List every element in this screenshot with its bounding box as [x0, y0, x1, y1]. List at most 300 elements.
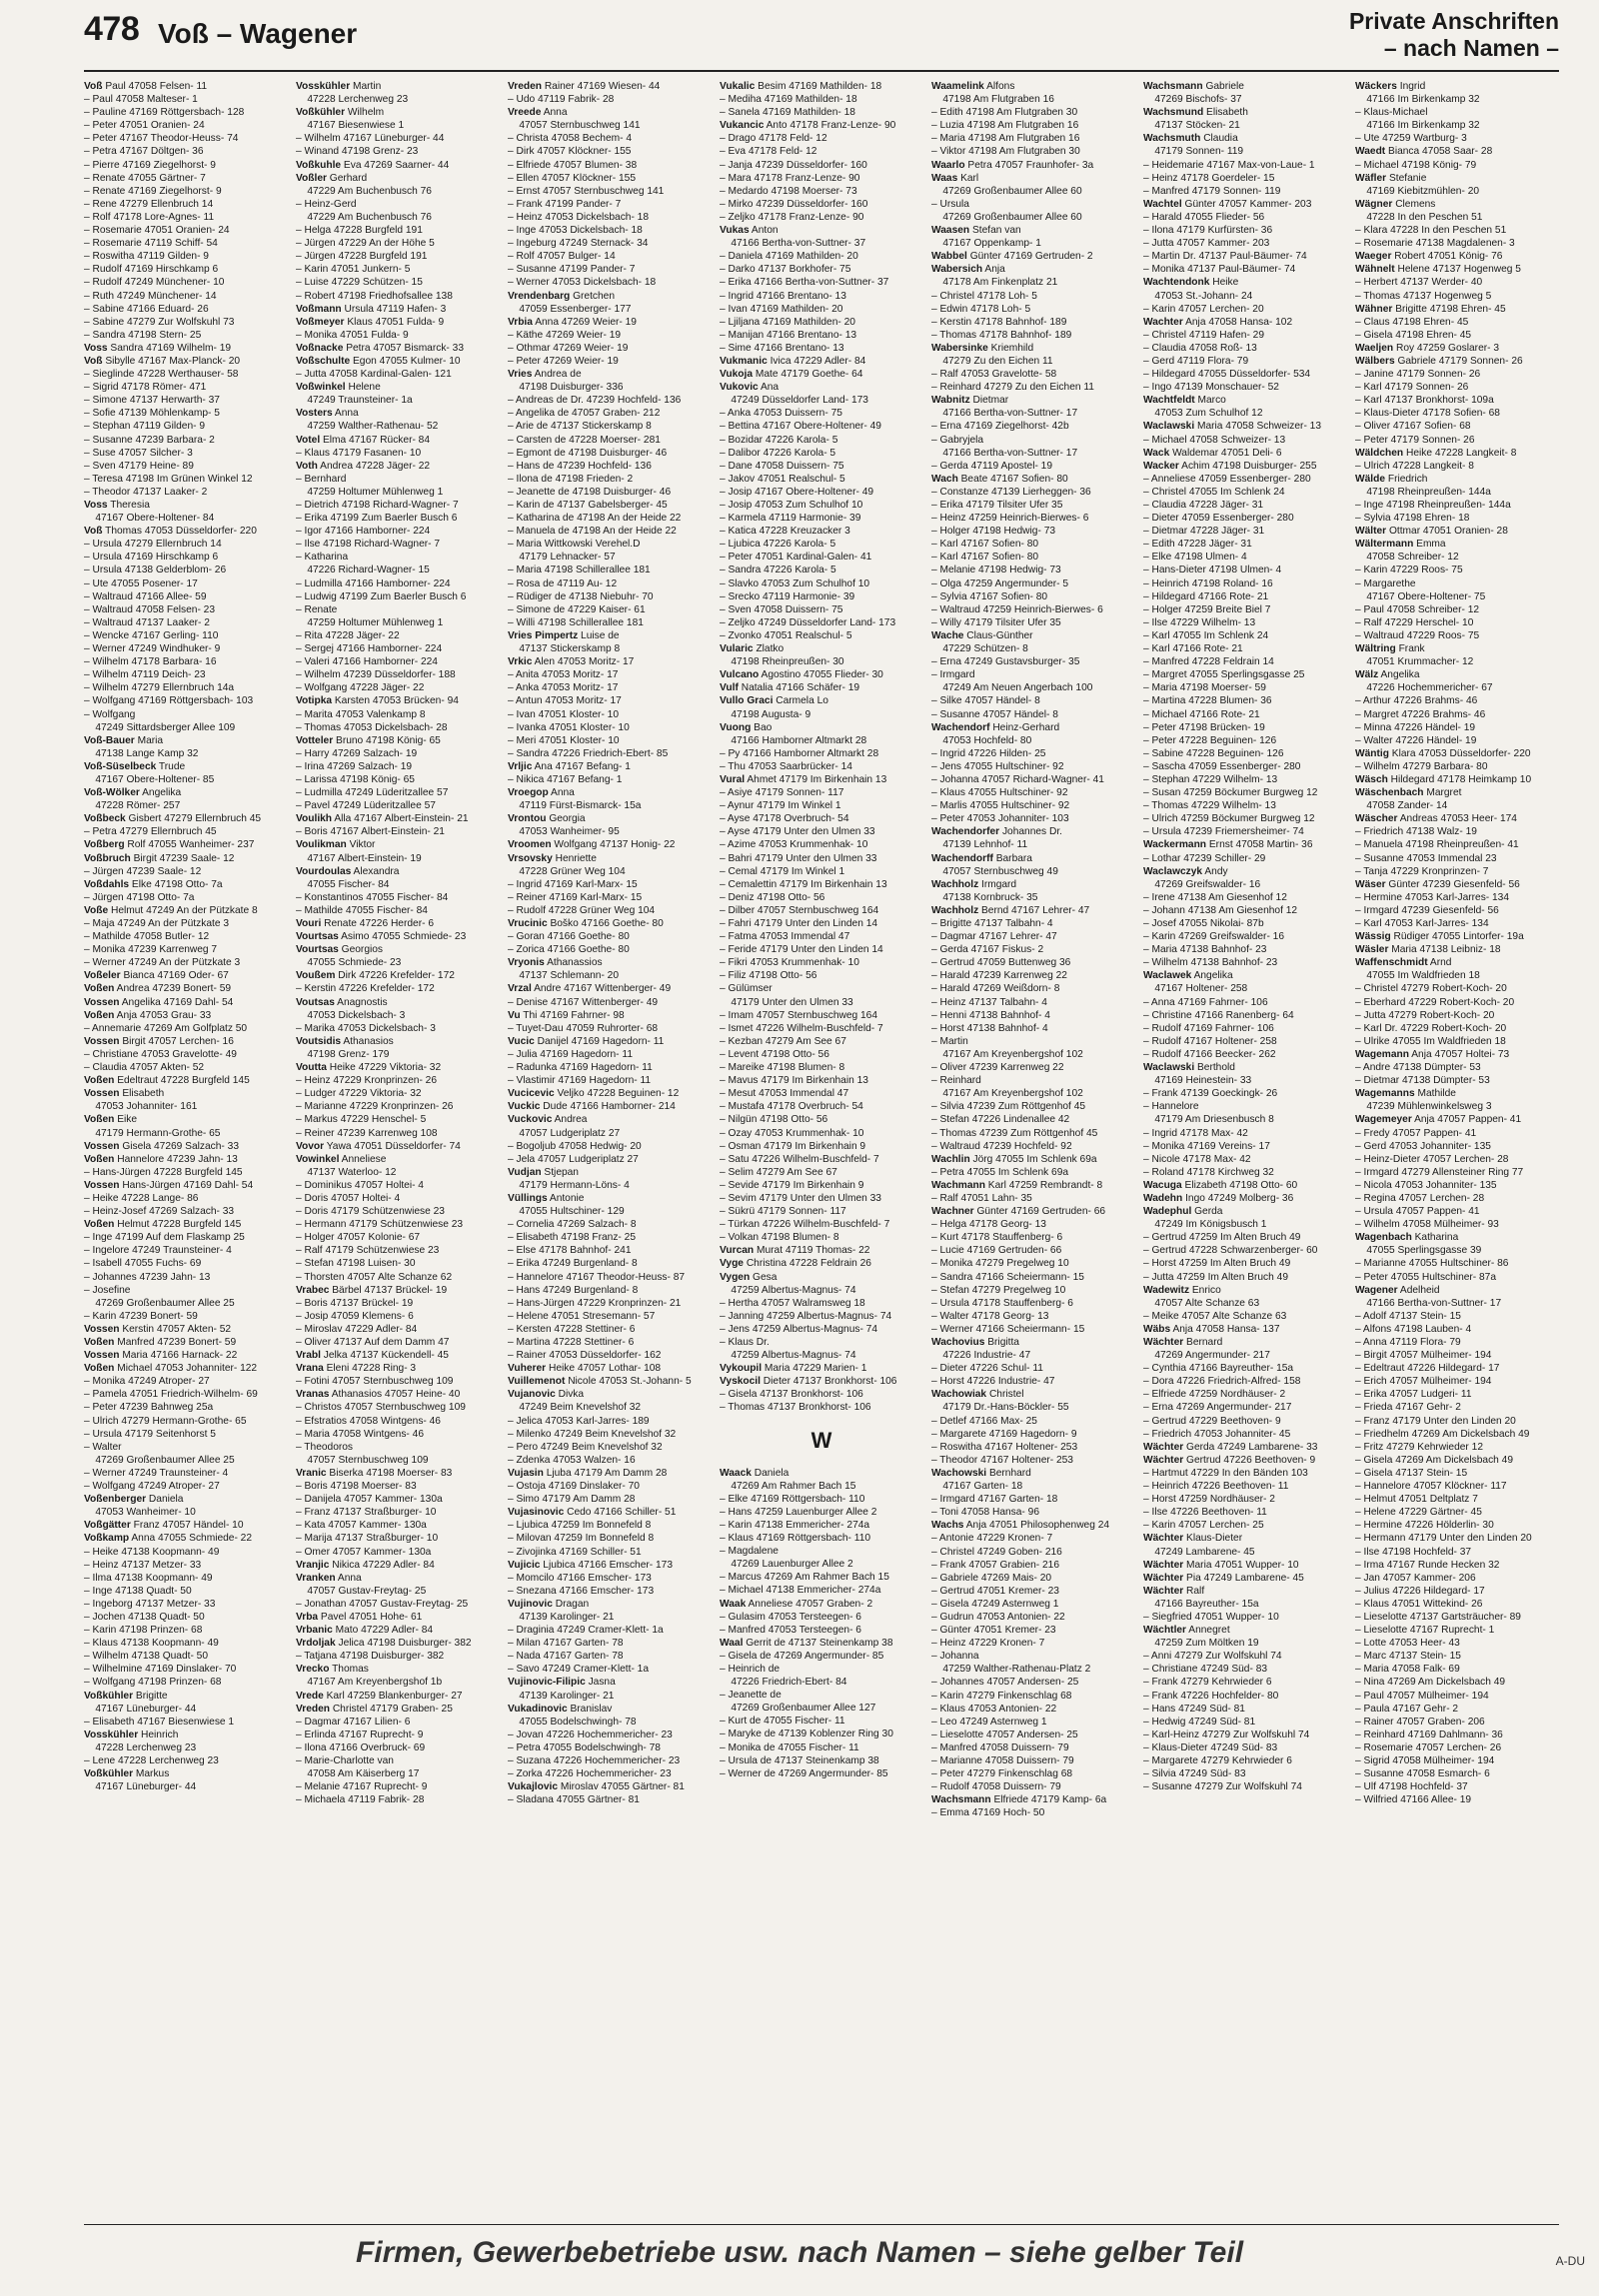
entry-details: – Satu 47226 Wilhelm-Buschfeld- 7 — [720, 1153, 879, 1165]
entry-details: Enrico — [1189, 1284, 1221, 1296]
entry-surname: Waack — [720, 1467, 752, 1479]
entry-details: – Wilhelm 47279 Barbara- 80 — [1355, 760, 1488, 772]
entry-details: – Claus 47198 Ehren- 45 — [1355, 316, 1469, 328]
directory-entry — [931, 460, 1135, 473]
entry-surname: Vrede — [296, 1690, 324, 1702]
entry-details: – Larissa 47198 König- 65 — [296, 773, 415, 785]
entry-details: – Sergej 47166 Hamborner- 224 — [296, 643, 443, 655]
entry-surname: Voßmeyer — [296, 316, 345, 328]
entry-details: 47138 Lange Kamp 32 — [84, 747, 199, 759]
entry-details: Maria — [134, 734, 164, 746]
entry-details: – Wilhelm 47058 Mülheimer- 93 — [1355, 1219, 1499, 1231]
directory-entry — [84, 499, 288, 512]
directory-entry — [1143, 1703, 1347, 1716]
entry-surname: Vossen — [84, 1035, 120, 1047]
entry-surname: Vucic — [508, 1035, 535, 1047]
directory-entry — [1143, 1493, 1347, 1506]
entry-details: – Reinhard — [931, 1075, 981, 1087]
directory-entry — [1143, 420, 1347, 433]
directory-entry — [84, 1009, 288, 1022]
directory-entry — [508, 1192, 712, 1205]
directory-entry — [508, 943, 712, 956]
entry-surname: Vossen — [84, 1350, 120, 1362]
entry-details: – Andreas de Dr. 47239 Hochfeld- 136 — [508, 395, 682, 407]
directory-entry — [720, 263, 923, 276]
entry-details: Pavel 47051 Hohe- 61 — [318, 1611, 423, 1623]
directory-entry — [931, 1113, 1135, 1126]
entry-surname: Voß-Bauer — [84, 734, 135, 746]
entry-surname: Vularic — [720, 643, 754, 655]
directory-entry — [508, 1375, 712, 1388]
directory-entry — [1143, 642, 1347, 655]
directory-entry — [931, 1454, 1135, 1467]
entry-details: – Hildegard 47055 Düsseldorfer- 534 — [1143, 369, 1311, 381]
entry-surname: Vourdoulas — [296, 865, 352, 877]
directory-entry — [508, 1113, 712, 1126]
entry-details: – Leo 47249 Asternweg 1 — [931, 1716, 1047, 1727]
directory-entry — [931, 865, 1135, 878]
directory-entry — [1143, 1741, 1347, 1754]
directory-entry — [296, 159, 500, 172]
directory-entry — [1355, 1716, 1559, 1728]
directory-entry — [508, 694, 712, 707]
entry-details: – Marita 47053 Valenkamp 8 — [296, 708, 426, 720]
entry-details: – Peter 47269 Weier- 19 — [508, 355, 619, 367]
directory-entry — [508, 434, 712, 447]
directory-entry — [1355, 1546, 1559, 1559]
directory-entry — [508, 603, 712, 616]
directory-entry — [1355, 1140, 1559, 1153]
entry-details: – Ostoja 47169 Dinslaker- 70 — [508, 1481, 640, 1493]
directory-entry — [84, 681, 288, 694]
directory-entry — [84, 1388, 288, 1401]
directory-entry — [1143, 590, 1347, 603]
directory-entry — [508, 368, 712, 381]
entry-details: 47259 Zum Möltken 19 — [1143, 1638, 1259, 1650]
entry-details: – Frank 47279 Kehrwieder 6 — [1143, 1677, 1272, 1689]
entry-details: – Angelika de 47057 Graben- 212 — [508, 408, 661, 420]
directory-entry — [720, 1741, 923, 1754]
entry-details: 47138 Kornbruck- 35 — [931, 891, 1038, 903]
directory-entry — [296, 590, 500, 603]
entry-details: Karl 47259 Rembrandt- 8 — [984, 1179, 1103, 1191]
entry-details: – Magdalene — [720, 1546, 779, 1558]
directory-entry — [931, 1362, 1135, 1375]
entry-details: Anna — [548, 787, 575, 799]
entry-details: 47053 Johanniter- 161 — [84, 1101, 198, 1113]
entry-details: – Klaus 47055 Hultschiner- 92 — [931, 787, 1068, 799]
entry-details: Zlatko — [753, 643, 785, 655]
entry-details: – Pavel 47249 Lüderitzallee 57 — [296, 800, 436, 812]
directory-entry — [931, 1087, 1135, 1100]
entry-details: 47269 Großenbaumer Allee 25 — [84, 1454, 235, 1466]
entry-details: Trude — [156, 760, 186, 772]
directory-entry — [1143, 930, 1347, 943]
entry-details: – Josef 47055 Nikolai- 87b — [1143, 918, 1264, 929]
entry-surname: Vryonis — [508, 957, 545, 969]
directory-entry — [1355, 460, 1559, 473]
entry-details: 47249 Am Neuen Angerbach 100 — [931, 682, 1093, 694]
entry-surname: Wadewitz — [1143, 1284, 1190, 1296]
directory-entry — [931, 1297, 1135, 1310]
entry-details: Anneliese — [339, 1153, 387, 1165]
entry-details: Wolfgang 47137 Honig- 22 — [551, 839, 676, 851]
directory-entry — [296, 119, 500, 132]
entry-surname: Vranas — [296, 1389, 330, 1401]
section-title-line-2: – nach Namen – — [1383, 35, 1559, 61]
directory-entry — [720, 1401, 923, 1414]
directory-entry — [296, 1401, 500, 1414]
entry-details: – Wolfgang — [84, 708, 136, 720]
directory-entry — [84, 512, 288, 525]
entry-details: – Christos 47057 Sternbuschweg 109 — [296, 1402, 466, 1414]
entry-details: – Andre 47138 Dümpter- 53 — [1355, 1062, 1481, 1074]
entry-details: Anna 47055 Schmiede- 22 — [129, 1533, 253, 1545]
directory-entry — [720, 420, 923, 433]
directory-entry — [1355, 1728, 1559, 1741]
entry-details: – Karl Dr. 47229 Robert-Koch- 20 — [1355, 1022, 1507, 1034]
entry-details: 47228 In den Peschen 51 — [1355, 211, 1483, 223]
entry-surname: Voßenberger — [84, 1494, 147, 1506]
directory-entry — [508, 773, 712, 786]
directory-entry — [720, 237, 923, 250]
directory-entry — [931, 799, 1135, 812]
entry-details: – Ulrich 47259 Böckumer Burgweg 12 — [1143, 813, 1315, 825]
directory-entry — [1143, 1428, 1347, 1441]
entry-surname: Wäsch — [1355, 773, 1388, 785]
entry-details: – Josip 47053 Zum Schulhof 10 — [720, 500, 863, 511]
directory-entry — [720, 93, 923, 106]
directory-entry — [720, 1362, 923, 1375]
entry-details: – Eberhard 47229 Robert-Koch- 20 — [1355, 996, 1515, 1008]
directory-entry — [84, 1205, 288, 1218]
directory-entry — [931, 1310, 1135, 1323]
entry-details: – Asiye 47179 Sonnen- 117 — [720, 787, 844, 799]
directory-entry — [1355, 1323, 1559, 1336]
directory-entry — [296, 407, 500, 420]
entry-surname: Vrabec — [296, 1284, 330, 1296]
entry-details: – Ingrid 47178 Max- 42 — [1143, 1127, 1248, 1139]
entry-details: – Josip 47059 Klemens- 6 — [296, 1310, 414, 1322]
directory-entry — [508, 1598, 712, 1611]
directory-entry — [84, 1297, 288, 1310]
directory-entry — [1355, 211, 1559, 224]
entry-details: – Regina 47057 Lerchen- 28 — [1355, 1192, 1485, 1204]
directory-entry — [1355, 760, 1559, 773]
directory-entry — [1355, 1559, 1559, 1572]
entry-surname: Voßen — [84, 1219, 115, 1231]
directory-entry — [508, 982, 712, 995]
entry-details: – Miroslav 47229 Adler- 84 — [296, 1323, 418, 1335]
entry-details: 47198 Rheinpreußen- 30 — [720, 656, 844, 668]
entry-details: – Ursula 47179 Seitenhorst 5 — [84, 1428, 216, 1440]
entry-surname: Vreden — [508, 81, 542, 92]
directory-entry — [720, 119, 923, 132]
directory-entry — [931, 721, 1135, 734]
entry-details: – Cynthia 47166 Bayreuther- 15a — [1143, 1363, 1294, 1375]
directory-entry — [84, 1585, 288, 1598]
directory-entry — [84, 329, 288, 342]
entry-details: – Werner 47249 Traunsteiner- 4 — [84, 1467, 229, 1479]
entry-details: Rainer 47169 Wiesen- 44 — [541, 81, 661, 92]
directory-entry — [1143, 878, 1347, 891]
entry-details: Andrea — [552, 1114, 588, 1126]
directory-entry — [931, 1061, 1135, 1074]
entry-details: – Robert 47198 Friedhofsallee 138 — [296, 290, 453, 302]
directory-entry — [508, 1441, 712, 1454]
directory-entry — [508, 655, 712, 668]
entry-surname: Voutsidis — [296, 1035, 342, 1047]
entry-details: Luise de — [578, 629, 620, 641]
directory-entry — [1355, 1087, 1559, 1100]
entry-surname: Vrdoljak — [296, 1638, 336, 1650]
entry-details: – Erna 47269 Angermunder- 217 — [1143, 1402, 1292, 1414]
entry-details: Maria 47138 Leibniz- 18 — [1388, 944, 1501, 956]
entry-details: – Holger 47198 Hedwig- 73 — [931, 526, 1056, 538]
entry-details: Bernhard — [986, 1467, 1031, 1479]
entry-details: 47053 Dickelsbach- 3 — [296, 1009, 406, 1021]
directory-entry — [1355, 904, 1559, 917]
directory-entry — [84, 1192, 288, 1205]
directory-entry — [84, 1441, 288, 1454]
directory-entry — [84, 1637, 288, 1650]
directory-entry — [508, 211, 712, 224]
entry-details: Athanasios — [341, 1035, 394, 1047]
directory-entry — [508, 1336, 712, 1349]
entry-details: – Hannelore 47057 Klöckner- 117 — [1355, 1481, 1507, 1493]
directory-entry — [931, 1349, 1135, 1362]
entry-surname: Wabersinke — [931, 342, 988, 354]
directory-entry — [931, 1035, 1135, 1048]
directory-entry — [1143, 1454, 1347, 1467]
entry-surname: Vrljic — [508, 760, 533, 772]
directory-entry — [1143, 1375, 1347, 1388]
directory-entry — [508, 342, 712, 355]
entry-details: – Melanie 47167 Ruprecht- 9 — [296, 1781, 428, 1793]
directory-entry — [296, 80, 500, 93]
entry-details: – Azime 47053 Krummenhak- 10 — [720, 839, 868, 851]
directory-entry — [296, 708, 500, 721]
entry-details: Antonie — [547, 1192, 585, 1204]
entry-surname: Voßbeck — [84, 813, 126, 825]
directory-entry — [1355, 1218, 1559, 1231]
entry-surname: Waarlo — [931, 159, 965, 171]
directory-entry — [720, 1336, 923, 1349]
entry-details: – Bernhard — [296, 473, 347, 485]
directory-entry — [1143, 276, 1347, 289]
entry-details: Jasna — [585, 1677, 616, 1689]
directory-entry — [1143, 329, 1347, 342]
entry-surname: Wachovius — [931, 1337, 985, 1348]
entry-details: Helene 47137 Hogenweg 5 — [1394, 264, 1521, 276]
entry-surname: Waedt — [1355, 146, 1386, 158]
directory-entry — [1355, 1009, 1559, 1022]
entry-details: Georgia — [546, 813, 586, 825]
directory-entry — [508, 473, 712, 486]
entry-details: – Boris 47167 Albert-Einstein- 21 — [296, 826, 445, 838]
entry-details: – Py 47166 Hamborner Altmarkt 28 — [720, 747, 879, 759]
entry-details: Hildegard 47178 Heimkamp 10 — [1387, 773, 1532, 785]
directory-entry — [508, 1127, 712, 1140]
directory-entry — [84, 132, 288, 145]
directory-entry — [1143, 1572, 1347, 1585]
directory-entry — [1355, 655, 1559, 668]
entry-details: – Heike 47138 Koopmann- 49 — [84, 1546, 220, 1558]
entry-details: – Dora 47226 Friedrich-Alfred- 158 — [1143, 1376, 1301, 1388]
entry-details: – Monika 47249 Atroper- 27 — [84, 1376, 210, 1388]
directory-entry — [931, 1703, 1135, 1716]
entry-details: – Wolfgang 47198 Prinzen- 68 — [84, 1677, 222, 1689]
directory-entry — [296, 1793, 500, 1806]
directory-column — [508, 80, 712, 2223]
entry-surname: Wachlin — [931, 1153, 970, 1165]
entry-details: Klaus 47051 Fulda- 9 — [344, 316, 445, 328]
entry-details: 47166 Im Birkenkamp 32 — [1355, 94, 1480, 106]
directory-entry — [508, 1532, 712, 1545]
entry-details: Klaus-Dieter — [1183, 1533, 1243, 1545]
entry-details: – Denise 47167 Wittenberger- 49 — [508, 996, 659, 1008]
entry-details: – Fikri 47053 Krummenhak- 10 — [720, 957, 859, 969]
entry-surname: Wacker — [1143, 460, 1179, 472]
directory-entry — [1143, 616, 1347, 629]
directory-entry — [1355, 747, 1559, 760]
directory-entry — [720, 473, 923, 486]
entry-details: – Kurt 47178 Stauffenberg- 6 — [931, 1232, 1063, 1244]
entry-details: Paul 47058 Felsen- 11 — [102, 81, 208, 92]
entry-details: – Paul 47057 Mülheimer- 194 — [1355, 1690, 1489, 1702]
directory-entry — [931, 564, 1135, 576]
entry-details: – Stefan 47226 Lindenallee 42 — [931, 1114, 1070, 1126]
directory-entry — [84, 1113, 288, 1126]
directory-entry — [296, 1506, 500, 1519]
entry-details: – Meike 47057 Alte Schanze 63 — [1143, 1310, 1287, 1322]
entry-details: Gisela 47269 Salzach- 33 — [119, 1140, 239, 1152]
entry-details: – Claudia 47058 Roß- 13 — [1143, 342, 1257, 354]
entry-surname: Voss — [84, 500, 108, 511]
directory-entry — [508, 329, 712, 342]
directory-entry — [931, 655, 1135, 668]
directory-entry — [720, 145, 923, 158]
entry-surname: Vossen — [84, 1323, 120, 1335]
entry-details: Hannelore 47239 Jahn- 13 — [114, 1153, 238, 1165]
directory-entry — [720, 499, 923, 512]
entry-details: 47057 Sternbuschweg 141 — [508, 120, 641, 132]
directory-entry — [296, 1676, 500, 1689]
directory-entry — [508, 904, 712, 917]
entry-details: – Irmgard 47239 Giesenfeld- 56 — [1355, 904, 1499, 916]
directory-entry — [508, 316, 712, 329]
entry-details: – Erika 47199 Zum Baerler Busch 6 — [296, 513, 458, 525]
entry-surname: Vrendenbarg — [508, 290, 571, 302]
entry-details: 47226 Richard-Wagner- 15 — [296, 565, 430, 576]
entry-details: – Sven 47179 Heine- 89 — [84, 460, 194, 472]
entry-surname: Vuckovic — [508, 1114, 553, 1126]
directory-entry — [296, 1113, 500, 1126]
entry-details: 47051 Krummacher- 12 — [1355, 656, 1474, 668]
directory-entry — [1143, 512, 1347, 525]
directory-entry — [720, 486, 923, 499]
directory-entry — [1355, 629, 1559, 642]
entry-details: – Hans-Jürgen 47228 Burgfeld 145 — [84, 1166, 243, 1178]
directory-entry — [296, 276, 500, 289]
entry-details: – Jens 47055 Hultschiner- 92 — [931, 760, 1064, 772]
directory-entry — [1143, 250, 1347, 263]
directory-entry — [508, 1650, 712, 1663]
directory-entry — [931, 956, 1135, 969]
entry-surname: Wäsler — [1355, 944, 1389, 956]
entry-details: – Carsten de 47228 Moerser- 281 — [508, 434, 661, 446]
entry-surname: Wächter — [1143, 1533, 1184, 1545]
entry-details: – Johannes 47057 Andersen- 25 — [931, 1677, 1079, 1689]
entry-details: – Rudolf 47058 Duissern- 79 — [931, 1781, 1061, 1793]
entry-details: – Petra 47055 Bodelschwingh- 78 — [508, 1741, 661, 1753]
directory-entry — [1355, 1532, 1559, 1545]
directory-entry — [1355, 303, 1559, 316]
directory-entry — [296, 1284, 500, 1297]
directory-entry — [720, 564, 923, 576]
directory-entry — [508, 1767, 712, 1780]
directory-entry — [296, 956, 500, 969]
entry-details: – Ludmilla 47166 Hamborner- 224 — [296, 577, 451, 589]
entry-details: – Lieselotte 47167 Ruprecht- 1 — [1355, 1625, 1495, 1637]
entry-details: – Zivojinka 47169 Schiller- 51 — [508, 1546, 642, 1558]
directory-entry — [1355, 447, 1559, 460]
directory-entry — [720, 407, 923, 420]
directory-entry — [1143, 917, 1347, 930]
entry-details: – Maria 47058 Falk- 69 — [1355, 1664, 1460, 1676]
directory-entry — [1143, 198, 1347, 211]
entry-details: – Jan 47057 Kammer- 206 — [1355, 1572, 1476, 1584]
directory-entry — [720, 1244, 923, 1257]
entry-details: – Ursula 47057 Pappen- 41 — [1355, 1206, 1480, 1218]
entry-details: – Egmont de 47198 Duisburger- 46 — [508, 447, 668, 459]
directory-entry — [1143, 1467, 1347, 1480]
directory-entry — [720, 1035, 923, 1048]
entry-details: – Stephan 47229 Wilhelm- 13 — [1143, 773, 1278, 785]
directory-entry — [296, 629, 500, 642]
directory-entry — [931, 1806, 1135, 1819]
entry-details: Gretchen — [570, 290, 616, 302]
directory-entry — [1355, 1153, 1559, 1166]
directory-entry — [296, 1166, 500, 1179]
directory-entry — [84, 1767, 288, 1780]
directory-entry — [1355, 499, 1559, 512]
directory-entry — [508, 1493, 712, 1506]
directory-entry — [508, 1271, 712, 1284]
entry-surname: Wäfler — [1355, 172, 1387, 184]
entry-details: Ottmar 47051 Oranien- 28 — [1386, 526, 1508, 538]
entry-details: – Snezana 47166 Emscher- 173 — [508, 1585, 655, 1597]
entry-details: Bernard — [1183, 1337, 1223, 1348]
entry-details: 47167 Am Kreyenbergshof 1b — [296, 1677, 443, 1689]
entry-details: Dieter 47137 Bronkhorst- 106 — [760, 1376, 897, 1388]
directory-entry — [720, 1087, 923, 1100]
entry-surname: Voußem — [296, 970, 336, 982]
entry-details: – Constanze 47139 Lierheggen- 36 — [931, 486, 1091, 498]
entry-details: Katharina — [1411, 1232, 1459, 1244]
entry-surname: Voßmann — [296, 303, 342, 315]
entry-details: – Ursula — [931, 198, 969, 210]
entry-details: 47259 Walther-Rathenau- 52 — [296, 421, 439, 433]
entry-details: 47137 Waterloo- 12 — [296, 1166, 397, 1178]
directory-entry — [296, 996, 500, 1009]
directory-entry — [1143, 407, 1347, 420]
entry-details: 47229 Am Buchenbusch 76 — [296, 211, 432, 223]
directory-entry — [720, 211, 923, 224]
directory-entry — [1143, 982, 1347, 995]
entry-details: Andreas 47053 Heer- 174 — [1397, 813, 1517, 825]
entry-details: Mathilde — [1414, 1088, 1456, 1100]
